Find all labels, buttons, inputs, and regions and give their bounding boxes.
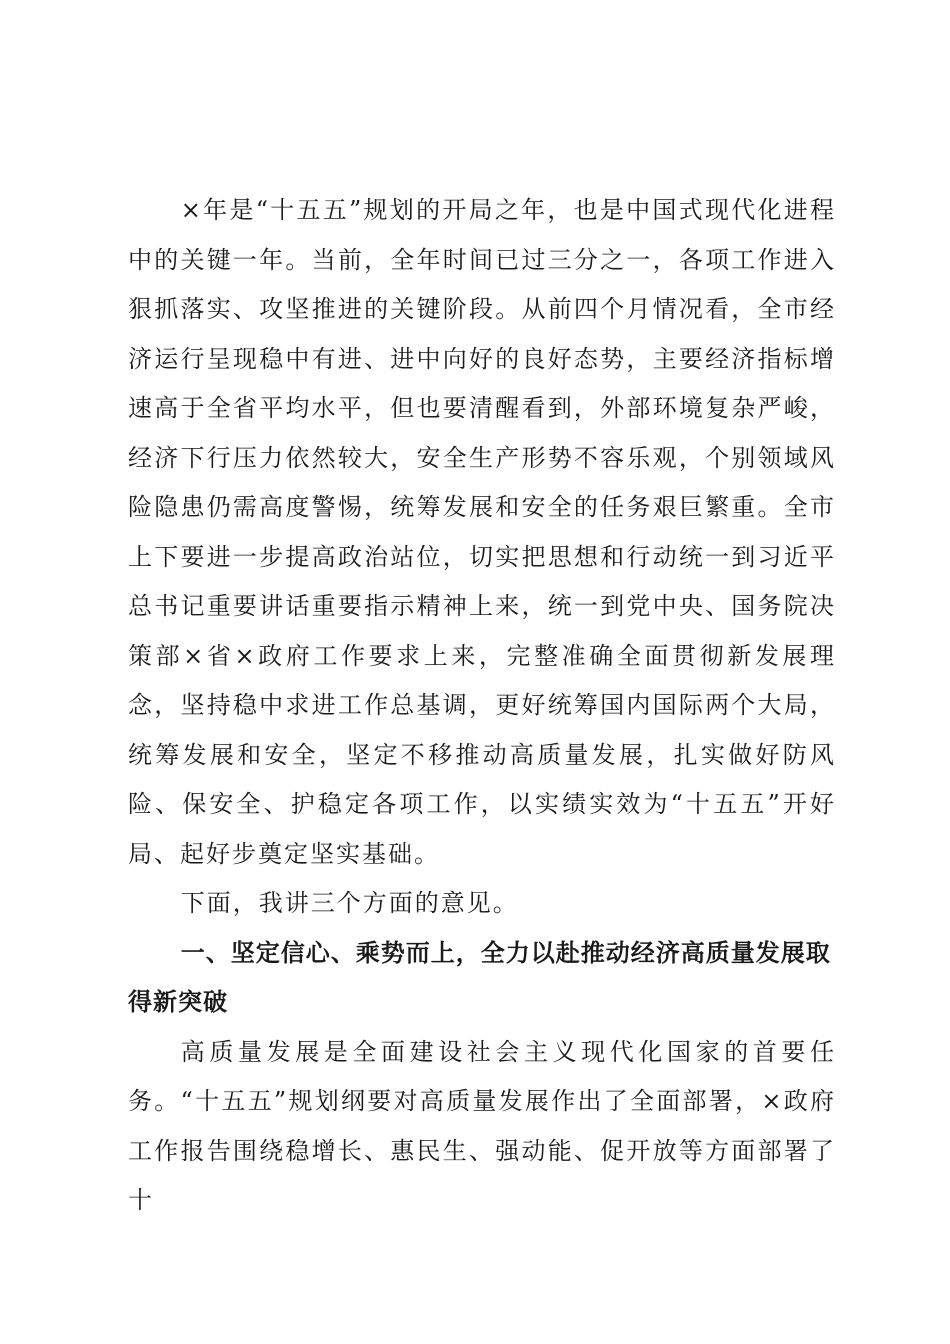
paragraph-section-1: 高质量发展是全面建设社会主义现代化国家的首要任务。“十五五”规划纲要对高质量发展作出了全面部署，×政府工作报告围绕稳增长、惠民生、强动能、促开放等方面部署了十 [128,1037,836,1214]
document-body [128,186,836,1226]
paragraph-intro: ×年是“十五五”规划的开局之年，也是中国式现代化进程中的关键一年。当前，全年时间已过三分之一，各项工作进入狠抓落实、攻坚推进的关键阶段。从前四个月情况看，全市经济运行呈现稳中有进、进中向好的良好态势，主要经济指标增速高于全省平均水平，但也要清醒看到，外部环境复杂严峻，经济下行压力依然较大，安全生产形势不容乐观，个别领域风险隐患仍需高度警惕，统筹发展和安全的任务艰巨繁重。全市上下要进一步提高政治站位，切实把思想和行动统一到习近平总书记重要讲话重要指示精神上来，统一到党中央、国务院决策部×省×政府工作要求上来，完整准确全面贯彻新发展理念，坚持稳中求进工作总基调，更好统筹国内国际两个大局，统筹发展和安全，坚定不移推动高质量发展，扎实做好防风险、保安全、护稳定各项工作，以实绩实效为“十五五”开好局、起好步奠定坚实基础。 [128,196,836,868]
section-heading-1: 一、坚定信心、乘势而上，全力以赴推动经济高质量发展取得新突破 [128,938,831,1016]
paragraph-transition: 下面，我讲三个方面的意见。 [180,889,519,917]
